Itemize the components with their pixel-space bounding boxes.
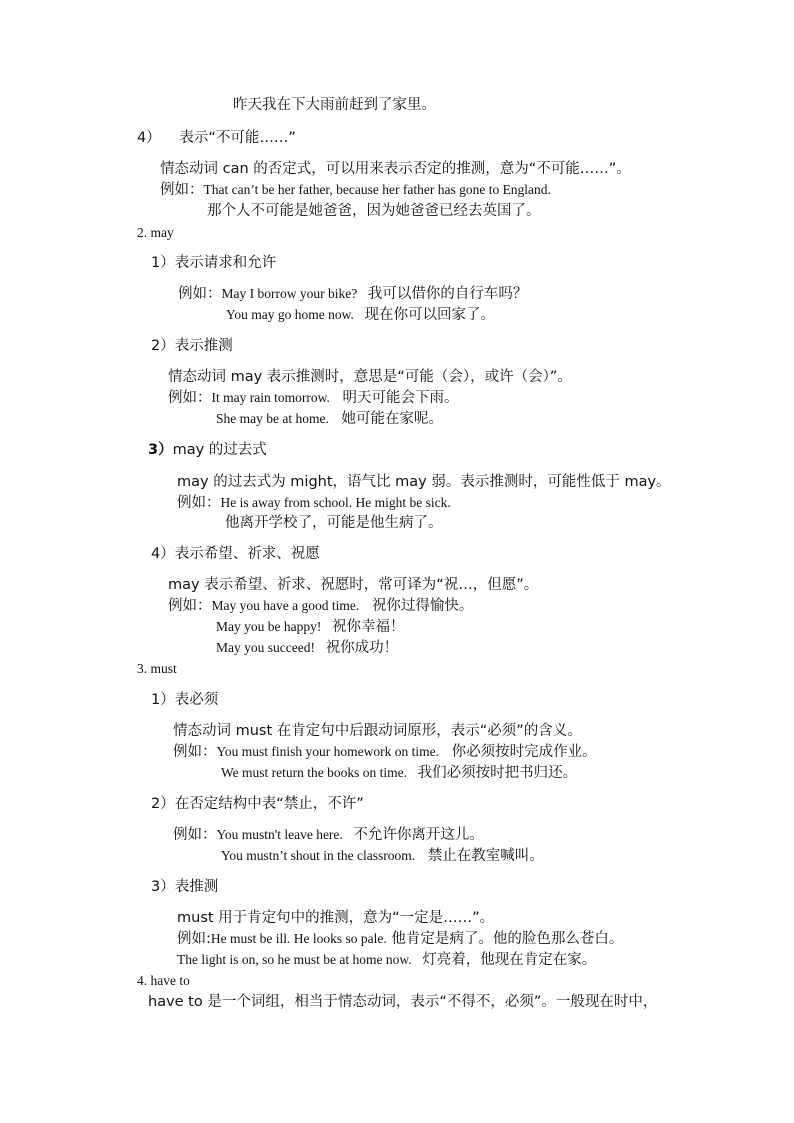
- example-chinese: 祝你幸福！: [331, 619, 405, 635]
- example-chinese: 她可能在家呢。: [341, 411, 443, 427]
- example-translation-line: 他离开学校了，可能是他生病了。: [225, 515, 443, 531]
- example-english: It may rain tomorrow.: [211, 390, 330, 405]
- subsection-title: may 的过去式: [172, 442, 267, 458]
- example-translation-line: 那个人不可能是她爸爸，因为她爸爸已经去英国了。: [207, 203, 541, 219]
- example-line: [216, 638, 398, 658]
- example-chinese: 祝你成功！: [325, 640, 399, 656]
- subsection-heading: 3）表推测: [151, 879, 219, 895]
- paragraph-line: have to 是一个词组，相当于情态动词，表示“不得不，必须”。一般现在时中，: [148, 994, 658, 1010]
- subsection-heading: [137, 128, 296, 148]
- example-english: You mustn’t shout in the classroom.: [221, 848, 416, 863]
- example-chinese: 你必须按时完成作业。: [451, 744, 597, 760]
- example-english: We must return the books on time.: [221, 765, 408, 780]
- example-english: You may go home now.: [226, 307, 354, 322]
- example-chinese: 禁止在教室喊叫。: [427, 848, 544, 864]
- example-english: May I borrow your bike?: [221, 286, 358, 301]
- paragraph-line: may 表示希望、祈求、祝愿时，常可译为“祝…，但愿”。: [168, 577, 539, 593]
- section-heading: 2. may: [137, 225, 174, 240]
- section-heading: 3. must: [137, 661, 177, 676]
- example-chinese: 不允许你离开这儿。: [353, 827, 484, 843]
- example-chinese: 现在你可以回家了。: [364, 307, 495, 323]
- example-label: 例如：: [160, 182, 204, 198]
- subsection-heading: 2）在否定结构中表“禁止，不许”: [151, 796, 364, 812]
- subsection-heading: [148, 440, 267, 460]
- example-english: He is away from school. He might be sick.: [220, 495, 451, 510]
- example-english: You mustn't leave here.: [216, 827, 343, 842]
- subsection-heading: 1）表必须: [151, 692, 219, 708]
- paragraph-line: must 用于肯定句中的推测，意为“一定是……”。: [177, 910, 495, 926]
- example-line: [177, 929, 623, 949]
- example-label: 例如：: [173, 827, 217, 843]
- example-line: [177, 493, 451, 513]
- example-chinese: 我可以借你的自行车吗？: [367, 286, 528, 302]
- example-line: [226, 305, 495, 325]
- example-english: That can’t be her father, because her father has gone to England.: [203, 182, 551, 197]
- example-english: May you succeed!: [216, 640, 315, 655]
- example-label: 例如：: [168, 390, 212, 406]
- example-english: She may be at home.: [216, 411, 329, 426]
- example-label: 例如：: [177, 495, 221, 511]
- subsection-number: 4）: [137, 130, 161, 146]
- example-line: [160, 180, 551, 200]
- example-english: He must be ill. He looks so pale.: [210, 931, 387, 946]
- subsection-heading: 2）表示推测: [151, 338, 233, 354]
- example-line: [178, 284, 527, 304]
- example-line: [177, 950, 596, 970]
- example-english: May you have a good time.: [211, 598, 360, 613]
- example-label: 例如：: [168, 598, 212, 614]
- example-line: [221, 763, 577, 783]
- paragraph-line: may 的过去式为 might，语气比 may 弱。表示推测时，可能性低于 may。: [177, 474, 671, 490]
- paragraph-line: 情态动词 can 的否定式，可以用来表示否定的推测，意为“不可能……”。: [160, 161, 631, 177]
- example-line: [173, 742, 597, 762]
- example-label: 例如：: [173, 744, 217, 760]
- example-english: You must finish your homework on time.: [216, 744, 440, 759]
- subsection-heading: 4）表示希望、祈求、祝愿: [151, 546, 320, 562]
- example-label: 例如:: [177, 931, 211, 947]
- paragraph-line: 情态动词 may 表示推测时，意思是“可能（会），或许（会）”。: [168, 369, 572, 385]
- example-chinese: 祝你过得愉快。: [371, 598, 474, 614]
- example-line: [168, 388, 458, 408]
- subsection-heading: 1）表示请求和允许: [151, 255, 277, 271]
- subsection-title: 表示“不可能……”: [179, 130, 296, 146]
- example-line: [221, 846, 544, 866]
- example-english: May you be happy!: [216, 619, 322, 634]
- example-chinese: 我们必须按时把书归还。: [417, 765, 578, 781]
- example-chinese: 他肯定是病了。他的脸色那么苍白。: [391, 931, 624, 947]
- example-chinese: 明天可能会下雨。: [342, 390, 459, 406]
- example-chinese: 灯亮着，他现在肯定在家。: [422, 952, 597, 968]
- example-line: [168, 596, 473, 616]
- example-line: [216, 409, 443, 429]
- example-line: [216, 617, 404, 637]
- section-heading: 4. have to: [137, 973, 190, 988]
- example-line: [173, 825, 484, 845]
- example-english: The light is on, so he must be at home now.: [177, 952, 412, 967]
- example-label: 例如：: [178, 286, 222, 302]
- example-translation-line: 昨天我在下大雨前赶到了家里。: [233, 97, 436, 113]
- subsection-number: 3）: [148, 442, 173, 458]
- paragraph-line: 情态动词 must 在肯定句中后跟动词原形，表示“必须”的含义。: [173, 723, 582, 739]
